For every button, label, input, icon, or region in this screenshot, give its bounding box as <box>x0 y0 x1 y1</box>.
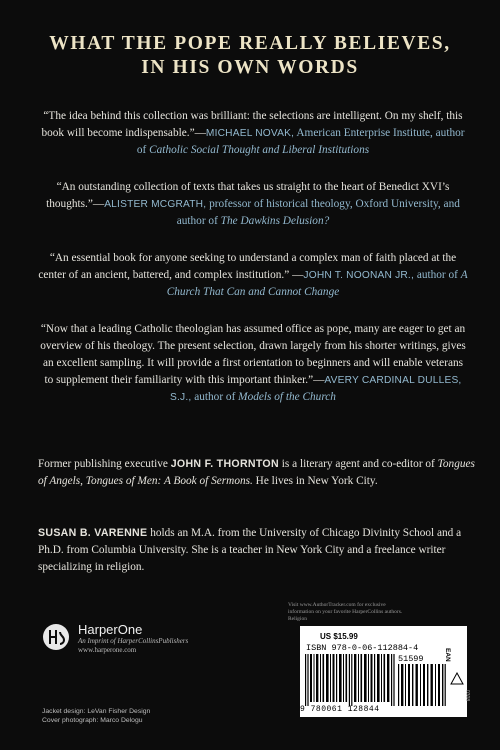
bio-name: SUSAN B. VARENNE <box>38 527 148 539</box>
blurb-mcgrath <box>38 179 468 230</box>
blurb-author-desc: American Enterprise Institute, author of <box>136 127 465 156</box>
authortracker-sticker <box>288 602 466 623</box>
headline-line-1: WHAT THE POPE REALLY BELIEVES, <box>49 33 451 54</box>
blurb-author-desc: author of <box>416 269 458 281</box>
blurb-text: “Now that a leading Catholic theologian has assumed office as pope, many are eager to get an overview of his theology. The present selection, drawn largely from his shorter writings, gives an excellent sampling. It will provide a first orientation to beginners and will enable veterans to supplement their familiarity with this important thinker.”— <box>40 323 466 386</box>
small-code: 0308 <box>464 690 470 702</box>
price: US $15.99 <box>320 632 358 641</box>
barcode-bars-main <box>305 654 395 706</box>
blurb-author-desc: professor of historical theology, Oxford University, and author of <box>176 198 460 227</box>
isbn: ISBN 978-0-06-112884-4 <box>306 643 419 653</box>
blurb-author: ALISTER MCGRATH, <box>104 199 207 210</box>
bio-text: holds an M.A. from the University of Chicago Divinity School and a Ph.D. from Columbia University. She is a teacher in New York City and a freelance writer specializing in religion. <box>38 527 462 573</box>
sticker-line: Visit www.AuthorTracker.com for exclusive <box>288 602 386 608</box>
bio-thornton <box>38 456 478 490</box>
bio-text: He lives in New York City. <box>252 475 378 487</box>
blurb-author: JOHN T. NOONAN JR., <box>303 270 414 281</box>
headline-line-2: IN HIS OWN WORDS <box>141 57 359 78</box>
blurb-text: “The idea behind this collection was brilliant: the selections are intelligent. On my shelf, this book will become indispensable.”— <box>41 110 463 139</box>
credit-jacket-design: Jacket design: LeVan Fisher Design <box>42 708 151 715</box>
sticker-category: Religion <box>288 616 307 622</box>
blurb-dulles <box>38 321 468 406</box>
sticker-line: information on your favorite HarperCollins authors. <box>288 609 403 615</box>
jacket-credits <box>42 707 150 725</box>
back-cover-headline <box>0 32 500 80</box>
blurb-author-desc: author of <box>194 391 236 403</box>
bio-varenne <box>38 525 478 576</box>
bio-name: JOHN F. THORNTON <box>170 458 279 470</box>
blurb-book-title: A Church That Can and Cannot Change <box>166 269 468 298</box>
blurb-book-title: Catholic Social Thought and Liberal Institutions <box>149 144 370 156</box>
price-code: 51599 <box>398 654 424 664</box>
barcode-number: 9 780061 128844 <box>300 705 380 714</box>
publisher-tagline: An Imprint of HarperCollinsPublishers <box>78 637 189 645</box>
triangle-icon <box>450 672 464 685</box>
blurb-noonan <box>38 250 468 301</box>
publisher-name: HarperOne <box>78 622 143 637</box>
bio-text: is a literary agent and co-editor of <box>278 458 438 470</box>
blurb-book-title: Models of the Church <box>238 391 336 403</box>
barcode-bars-addon <box>398 664 446 706</box>
blurb-text: “An outstanding collection of texts that takes us straight to the heart of Benedict XVI’s thoughts.”— <box>46 181 450 210</box>
credit-cover-photo: Cover photograph: Marco Delogu <box>42 717 143 724</box>
blurb-text: “An essential book for anyone seeking to understand a complex man of faith placed at the center of an ancient, battered, and complex institution.” — <box>38 252 457 281</box>
harperone-logo-icon <box>42 622 70 652</box>
bio-text: Former publishing executive <box>38 458 171 470</box>
blurb-novak <box>38 108 468 159</box>
bio-book-title: Tongues of Angels, Tongues of Men: A Book of Sermons. <box>38 458 475 487</box>
blurb-author: AVERY CARDINAL DULLES, S.J., <box>170 375 462 403</box>
blurb-book-title: The Dawkins Delusion? <box>220 215 330 227</box>
ean-label: EAN <box>444 648 451 662</box>
blurb-author: MICHAEL NOVAK, <box>205 128 295 139</box>
publisher-url[interactable]: www.harperone.com <box>78 646 137 654</box>
